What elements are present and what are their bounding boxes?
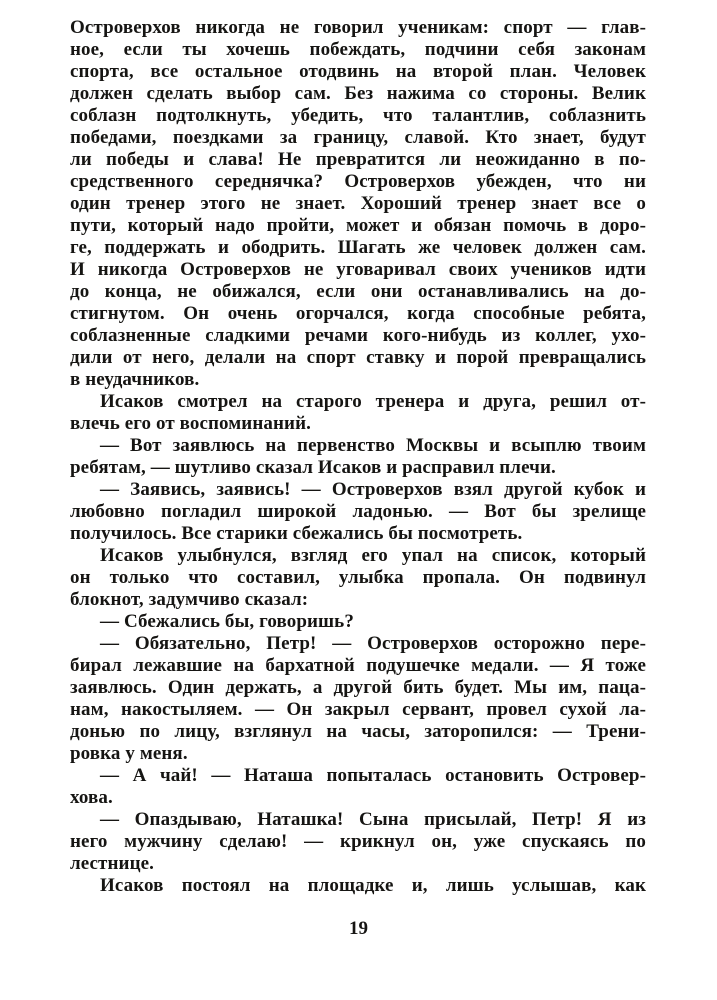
text-line: дили от него, делали на спорт ставку и порой превращались [70, 347, 646, 368]
text-line: до конца, не обижался, если они останавливались на до- [70, 281, 646, 302]
text-line: — Заявись, заявись! — Островерхов взял другой кубок и [100, 479, 646, 500]
text-line: ге, поддержать и ободрить. Шагать же человек должен сам. [70, 237, 646, 258]
text-line: стигнутом. Он очень огорчался, когда способные ребята, [70, 303, 646, 324]
text-line: один тренер этого не знает. Хороший тренер знает все о [70, 193, 646, 214]
page-text [70, 17, 646, 897]
text-line: спорта, все остальное отодвинь на второй план. Человек [70, 61, 646, 82]
text-line: влечь его от воспоминаний. [70, 413, 311, 434]
text-line: ровка у меня. [70, 743, 188, 764]
text-line: средственного середнячка? Островерхов убежден, что ни [70, 171, 646, 192]
text-line: — Обязательно, Петр! — Островерхов осторожно пере- [100, 633, 646, 654]
text-line: блокнот, задумчиво сказал: [70, 589, 309, 610]
text-line: И никогда Островерхов не уговаривал своих учеников идти [70, 259, 646, 280]
text-line: — Вот заявлюсь на первенство Москвы и всыплю твоим [100, 435, 646, 456]
text-line: нам, накостыляем. — Он закрыл сервант, провел сухой ла- [70, 699, 646, 720]
text-line: него мужчину сделаю! — крикнул он, уже спускаясь по [70, 831, 646, 852]
text-line: соблазненные сладкими речами кого-нибудь из коллег, ухо- [70, 325, 646, 346]
text-line: ребятам, — шутливо сказал Исаков и расправил плечи. [70, 457, 556, 478]
text-line: бирал лежавшие на бархатной подушечке медали. — Я тоже [70, 655, 646, 676]
text-line: пути, который надо пройти, может и обязан помочь в доро- [70, 215, 646, 236]
text-line: хова. [70, 787, 113, 808]
text-line: ли победы и слава! Не превратится ли неожиданно в по- [70, 149, 646, 170]
text-line: Исаков смотрел на старого тренера и друга, решил от- [100, 391, 646, 412]
text-line: — Опаздываю, Наташка! Сына присылай, Петр! Я из [100, 809, 646, 830]
text-line: заявлюсь. Один держать, а другой бить будет. Мы им, паца- [70, 677, 646, 698]
text-line: Островерхов никогда не говорил ученикам: спорт — глав- [70, 17, 646, 38]
text-line: соблазн подтолкнуть, убедить, что талантлив, соблазнить [70, 105, 646, 126]
text-line: — А чай! — Наташа попыталась остановить Островер- [100, 765, 646, 786]
text-line: Исаков улыбнулся, взгляд его упал на список, который [100, 545, 646, 566]
text-line: в неудачников. [70, 369, 200, 390]
text-line: — Сбежались бы, говоришь? [100, 611, 354, 632]
text-line: Исаков постоял на площадке и, лишь услышав, как [100, 875, 646, 896]
page-number: 19 [349, 918, 368, 939]
text-line: донью по лицу, взглянул на часы, заторопился: — Трени- [70, 721, 646, 742]
text-line: любовно погладил широкой ладонью. — Вот бы зрелище [70, 501, 646, 522]
text-line: победами, поездками за границу, славой. Кто знает, будут [70, 127, 646, 148]
text-line: получилось. Все старики сбежались бы посмотреть. [70, 523, 523, 544]
text-line: должен сделать выбор сам. Без нажима со стороны. Велик [70, 83, 646, 104]
text-line: лестнице. [70, 853, 155, 874]
text-line: ное, если ты хочешь побеждать, подчини себя законам [70, 39, 646, 60]
text-line: он только что составил, улыбка пропала. Он подвинул [70, 567, 646, 588]
